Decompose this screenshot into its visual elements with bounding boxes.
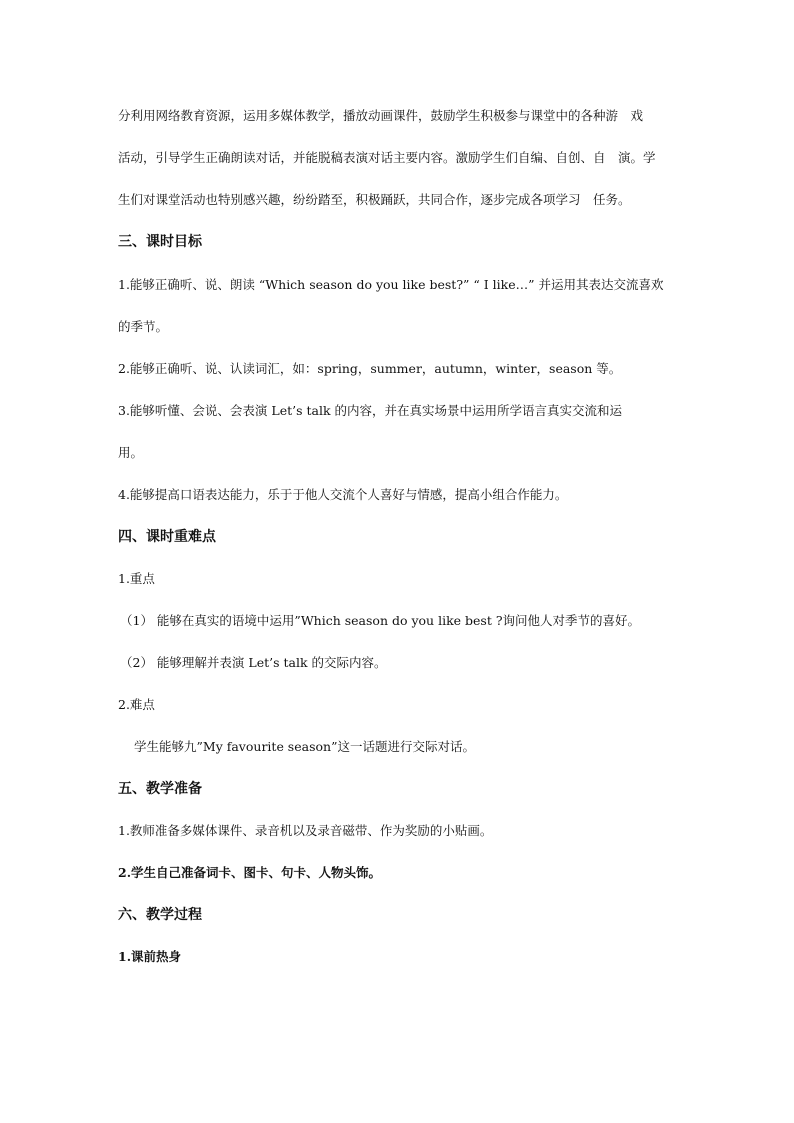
- intro-line-1: 分利用网络教育资源，运用多媒体教学，播放动画课件，鼓励学生积极参与课堂中的各种游 戏: [118, 108, 644, 123]
- intro-line-2: 活动，引导学生正确朗读对话，并能脱稿表演对话主要内容。激励学生们自编、自创、自 演。学: [118, 150, 656, 165]
- goal-1-line-2: 的季节。: [118, 319, 169, 334]
- section-5-heading: 五、教学准备: [118, 781, 202, 797]
- prep-1: 1.教师准备多媒体课件、录音机以及录音磁带、作为奖励的小贴画。: [118, 823, 493, 838]
- key-point-label: 1.重点: [118, 571, 155, 586]
- section-4-heading: 四、课时重难点: [118, 529, 216, 545]
- goal-3-line-2: 用。: [118, 445, 144, 460]
- difficult-point-label: 2.难点: [118, 697, 155, 712]
- difficult-point-text: 学生能够九”My favourite season”这一话题进行交际对话。: [134, 739, 475, 754]
- key-point-1: （1） 能够在真实的语境中运用”Which season do you like best ?询问他人对季节的喜好。: [120, 613, 641, 628]
- goal-1-line-1: 1.能够正确听、说、朗读 “Which season do you like best?” “ I like…” 并运用其表达交流喜欢: [118, 277, 664, 292]
- prep-2: 2.学生自己准备词卡、图卡、句卡、人物头饰。: [118, 865, 382, 880]
- intro-line-3: 生们对课堂活动也特别感兴趣，纷纷踏至，积极踊跃，共同合作，逐步完成各项学习 任务。: [118, 192, 631, 207]
- section-6-heading: 六、教学过程: [118, 907, 202, 923]
- goal-4: 4.能够提高口语表达能力，乐于于他人交流个人喜好与情感，提高小组合作能力。: [118, 487, 568, 502]
- goal-2: 2.能够正确听、说、认读词汇，如：spring，summer，autumn，winter，season 等。: [118, 361, 622, 376]
- key-point-2: （2） 能够理解并表演 Let’s talk 的交际内容。: [120, 655, 387, 670]
- step-1-warmup: 1.课前热身: [118, 949, 182, 964]
- goal-3-line-1: 3.能够听懂、会说、会表演 Let’s talk 的内容，并在真实场景中运用所学语言真实交流和运: [118, 403, 623, 418]
- section-3-heading: 三、课时目标: [118, 234, 202, 250]
